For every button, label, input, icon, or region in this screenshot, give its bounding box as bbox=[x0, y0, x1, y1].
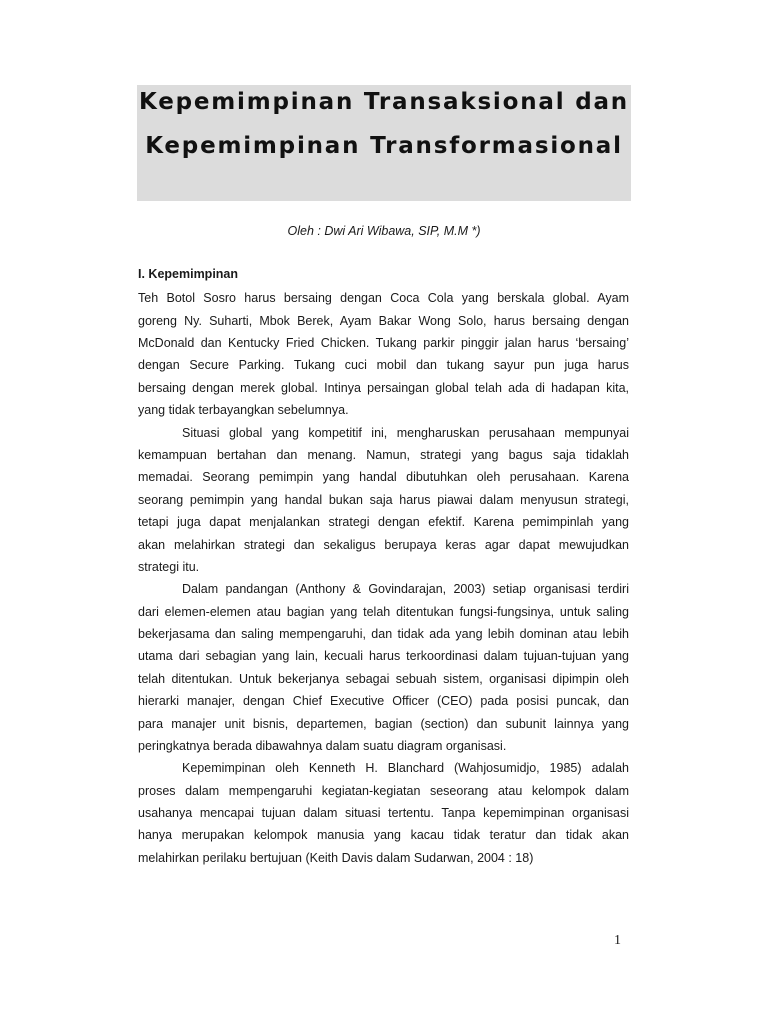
document-title-line-2: Kepemimpinan Transformasional bbox=[145, 133, 623, 159]
section-heading: I. Kepemimpinan bbox=[138, 267, 239, 281]
page-number: 1 bbox=[614, 933, 621, 948]
paragraph-line: para manajer unit bisnis, departemen, bagian (section) dan subunit lainnya yang bbox=[138, 717, 629, 731]
paragraph-line: Situasi global yang kompetitif ini, mengharuskan perusahaan mempunyai bbox=[182, 426, 629, 440]
title-box bbox=[137, 85, 631, 201]
paragraph-line: dengan Secure Parking. Tukang cuci mobil dan tukang sayur pun juga harus bbox=[138, 358, 629, 372]
paragraph-line: hierarki manajer, dengan Chief Executive Officer (CEO) pada posisi puncak, dan bbox=[138, 694, 629, 708]
paragraph-line: tetapi juga dapat menjalankan strategi dengan efektif. Karena pemimpinlah yang bbox=[138, 515, 629, 529]
paragraph-line: strategi itu. bbox=[138, 560, 200, 574]
paragraph-line: kemampuan bertahan dan menang. Namun, strategi yang bagus saja tidaklah bbox=[138, 448, 629, 462]
paragraph-line: akan melahirkan strategi dan sekaligus berupaya keras agar dapat mewujudkan bbox=[138, 538, 629, 552]
paragraph-line: telah ditentukan. Untuk bekerjanya sebagai sebuah sistem, organisasi dipimpin oleh bbox=[138, 672, 629, 686]
paragraph-line: dari elemen-elemen atau bagian yang telah ditentukan fungsi-fungsinya, untuk saling bbox=[138, 605, 629, 619]
paragraph-line: Kepemimpinan oleh Kenneth H. Blanchard (Wahjosumidjo, 1985) adalah bbox=[182, 761, 629, 775]
paragraph-line: proses dalam mempengaruhi kegiatan-kegiatan seseorang atau kelompok dalam bbox=[138, 784, 629, 798]
author-byline: Oleh : Dwi Ari Wibawa, SIP, M.M *) bbox=[287, 224, 481, 238]
paragraph-line: McDonald dan Kentucky Fried Chicken. Tukang parkir pinggir jalan harus ‘bersaing’ bbox=[138, 336, 629, 350]
document-title-line-1: Kepemimpinan Transaksional dan bbox=[139, 89, 629, 115]
paragraph-line: usahanya mencapai tujuan dalam situasi tertentu. Tanpa kepemimpinan organisasi bbox=[138, 806, 629, 820]
paragraph-line: seorang pemimpin yang handal bukan saja harus piawai dalam menyusun strategi, bbox=[138, 493, 629, 507]
paragraph-line: utama dari sebagian yang lain, kecuali harus terkoordinasi dalam tujuan-tujuan yang bbox=[138, 649, 629, 663]
paragraph-line: yang tidak terbayangkan sebelumnya. bbox=[138, 403, 349, 417]
paragraph-line: bekerjasama dan saling mempengaruhi, dan tidak ada yang lebih dominan atau lebih bbox=[138, 627, 629, 641]
paragraph-line: memadai. Seorang pemimpin yang handal dibutuhkan oleh perusahaan. Karena bbox=[138, 470, 629, 484]
paragraph-line: Dalam pandangan (Anthony & Govindarajan, 2003) setiap organisasi terdiri bbox=[182, 582, 629, 596]
paragraph-line: melahirkan perilaku bertujuan (Keith Davis dalam Sudarwan, 2004 : 18) bbox=[138, 851, 534, 865]
paragraph-line: Teh Botol Sosro harus bersaing dengan Coca Cola yang berskala global. Ayam bbox=[138, 291, 629, 305]
paragraph-line: bersaing dengan merek global. Intinya persaingan global telah ada di hadapan kita, bbox=[138, 381, 629, 395]
paragraph-line: goreng Ny. Suharti, Mbok Berek, Ayam Bakar Wong Solo, harus bersaing dengan bbox=[138, 314, 629, 328]
paragraph-line: peringkatnya berada dibawahnya dalam suatu diagram organisasi. bbox=[138, 739, 507, 753]
paragraph-line: hanya merupakan kelompok manusia yang kacau tidak teratur dan tidak akan bbox=[138, 828, 629, 842]
